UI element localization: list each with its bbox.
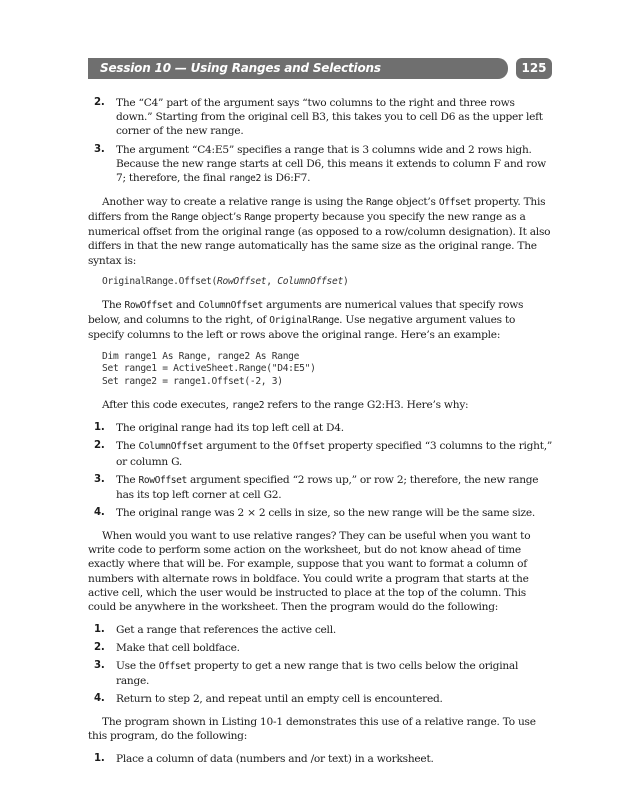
- list-item: [88, 506, 553, 520]
- syntax-code: OriginalRange.Offset(RowOffset, ColumnOffset): [102, 276, 349, 288]
- list-item: [88, 692, 553, 706]
- list-text: Return to step 2, and repeat until an empty cell is encountered.: [116, 693, 443, 706]
- list-text: The “C4” part of the argument says “two columns to the right and three rows down.” Starting from the original cell B3, this takes you to cell D6 as the upper left corner of the new range.: [116, 97, 543, 138]
- list-number: 4.: [94, 507, 105, 519]
- numbered-list-program-steps: [88, 623, 553, 707]
- list-item: [88, 623, 553, 637]
- inline-code: Offset: [292, 441, 325, 453]
- paragraph-why-relative-ranges: When would you want to use relative ranges? They can be useful when you want to write code to perform some action on the worksheet, but do not know ahead of time exactly where that will be. For example, suppose that you want to format a column of numbers with alternate rows in boldface. You could write a program that starts at the active cell, which the user would be instructed to place at the top of the column. This could be anywhere in the worksheet. Then the program would do the following:: [88, 529, 531, 613]
- numbered-list-why: [88, 421, 553, 520]
- list-number: 2.: [94, 97, 105, 108]
- list-number: 1.: [94, 623, 105, 635]
- body-text: [88, 96, 553, 775]
- list-item: [88, 421, 553, 435]
- list-text: The argument “C4:E5” specifies a range that is 3 columns wide and 2 rows high. Because the new range starts at cell D6, this means it extends to column F and row 7; therefore, the final range2 is D6:F7.: [116, 143, 546, 185]
- list-number: 1.: [94, 753, 105, 765]
- numbered-list-listing-steps: [88, 752, 553, 766]
- inline-code: Range: [244, 211, 272, 223]
- running-header-title: Session 10 — Using Ranges and Selections: [100, 61, 381, 75]
- list-text: Make that cell boldface.: [116, 641, 240, 654]
- list-text: Place a column of data (numbers and /or text) in a worksheet.: [116, 753, 434, 766]
- inline-code: Offset: [158, 661, 191, 673]
- numbered-list-argument-explanation: [88, 96, 553, 186]
- list-item: [88, 473, 553, 502]
- paragraph-listing-intro: The program shown in Listing 10-1 demonstrates this use of a relative range. To use this program, do the following:: [88, 716, 536, 743]
- list-number: 2.: [94, 440, 105, 452]
- page-number: 125: [516, 58, 552, 79]
- list-item: [88, 641, 553, 655]
- list-text: Get a range that references the active cell.: [116, 623, 336, 636]
- inline-code: Range: [171, 211, 199, 223]
- inline-code: ColumnOffset: [198, 299, 263, 311]
- list-text: Use the Offset property to get a new range that is two cells below the original range.: [116, 660, 519, 688]
- list-text: The original range had its top left cell at D4.: [116, 422, 344, 435]
- code-line: Dim range1 As Range, range2 As Range: [102, 350, 300, 362]
- list-number: 3.: [94, 473, 105, 485]
- paragraph-offset-intro: Another way to create a relative range is using the Range object’s Offset property. This differs from the Range object’s Range property because you specify the new range as a numerical offset from the original range (as opposed to a row/column designation). It also differs in that the new range automatically has the same size as the original range. The syntax is:: [88, 195, 551, 267]
- inline-code: range2: [231, 399, 265, 411]
- inline-code: OriginalRange: [269, 314, 340, 326]
- list-item: [88, 143, 553, 187]
- inline-code: Offset: [438, 196, 472, 208]
- list-number: 3.: [94, 660, 105, 672]
- inline-code: ColumnOffset: [138, 441, 204, 453]
- code-line: Set range2 = range1.Offset(-2, 3): [102, 376, 283, 388]
- list-number: 2.: [94, 641, 105, 653]
- code-example: [102, 351, 553, 389]
- inline-code: RowOffset: [124, 299, 173, 311]
- inline-code: RowOffset: [138, 474, 187, 486]
- inline-code: Range: [365, 196, 393, 208]
- list-number: 3.: [94, 143, 105, 155]
- code-line: Set range1 = ActiveSheet.Range("D4:E5"): [102, 363, 316, 375]
- list-item: [88, 752, 553, 766]
- list-number: 4.: [94, 693, 105, 705]
- list-item: [88, 659, 553, 688]
- paragraph-after-code: After this code executes, range2 refers to the range G2:H3. Here’s why:: [102, 398, 469, 411]
- list-text: The RowOffset argument specified “2 rows up,” or row 2; therefore, the new range has its top left corner at cell G2.: [116, 473, 539, 502]
- list-text: The ColumnOffset argument to the Offset property specified “3 columns to the right,” or column G.: [116, 440, 553, 468]
- paragraph-offset-arguments: The RowOffset and ColumnOffset arguments are numerical values that specify rows below, and columns to the right, of OriginalRange. Use negative argument values to specify columns to the left or rows above the original range. Here’s an example:: [88, 298, 524, 341]
- inline-code: range2: [228, 173, 261, 185]
- list-item: [88, 96, 553, 139]
- list-item: [88, 439, 553, 468]
- list-text: The original range was 2 × 2 cells in size, so the new range will be the same size.: [116, 507, 535, 520]
- list-number: 1.: [94, 422, 105, 434]
